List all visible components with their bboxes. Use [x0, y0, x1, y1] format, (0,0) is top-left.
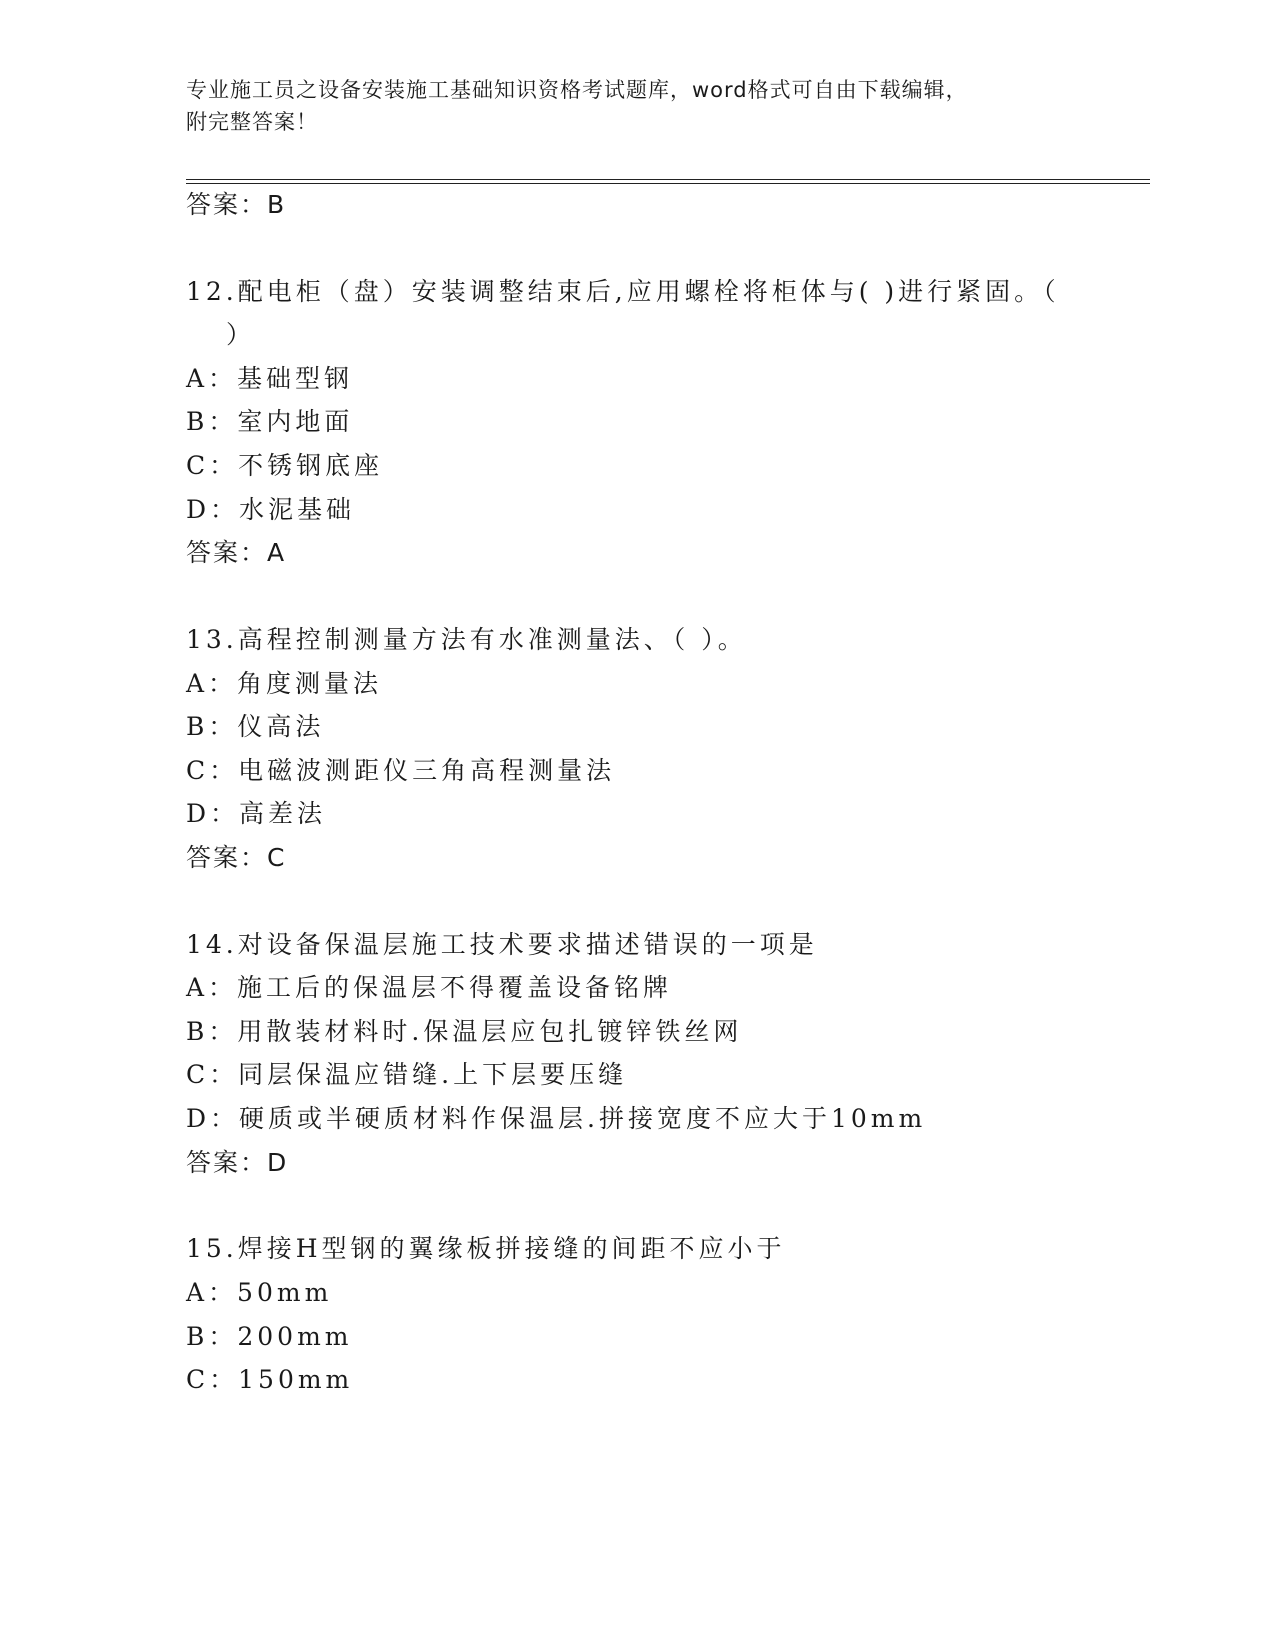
answer-line: 答案：D — [186, 1148, 289, 1177]
question-stem: 13.高程控制测量方法有水准测量法、（ ）。 — [186, 625, 747, 654]
option-b: B：室内地面 — [186, 407, 354, 436]
header-line-1: 专业施工员之设备安装施工基础知识资格考试题库，word格式可自由下载编辑， — [186, 78, 968, 102]
document-header — [186, 74, 1086, 138]
option-c: C：电磁波测距仪三角高程测量法 — [186, 756, 616, 785]
header-divider-top — [186, 179, 1150, 180]
option-b: B：200mm — [186, 1322, 353, 1351]
option-a: A：基础型钢 — [186, 364, 354, 393]
answer-line: 答案：C — [186, 843, 287, 872]
question-stem: 12.配电柜（盘）安装调整结束后,应用螺栓将柜体与( )进行紧固。（ — [186, 277, 1060, 306]
option-d: D：高差法 — [186, 799, 327, 828]
option-b: B：仪高法 — [186, 712, 325, 741]
question-stem-continuation: ） — [226, 320, 256, 349]
header-line-2: 附完整答案！ — [186, 110, 318, 134]
option-a: A：50mm — [186, 1278, 333, 1307]
header-divider-bottom — [186, 183, 1150, 184]
question-stem: 15.焊接H型钢的翼缘板拼接缝的间距不应小于 — [186, 1234, 786, 1263]
option-c: C：不锈钢底座 — [186, 451, 384, 480]
answer-line: 答案：A — [186, 538, 287, 567]
option-d: D：水泥基础 — [186, 495, 356, 524]
answer-line: 答案：B — [186, 190, 287, 219]
option-b: B：用散装材料时.保温层应包扎镀锌铁丝网 — [186, 1017, 743, 1046]
option-a: A：施工后的保温层不得覆盖设备铭牌 — [186, 973, 673, 1002]
option-d: D：硬质或半硬质材料作保温层.拼接宽度不应大于10mm — [186, 1104, 927, 1133]
option-a: A：角度测量法 — [186, 669, 383, 698]
option-c: C：同层保温应错缝.上下层要压缝 — [186, 1060, 628, 1089]
question-stem: 14.对设备保温层施工技术要求描述错误的一项是 — [186, 930, 818, 959]
option-c: C：150mm — [186, 1365, 354, 1394]
